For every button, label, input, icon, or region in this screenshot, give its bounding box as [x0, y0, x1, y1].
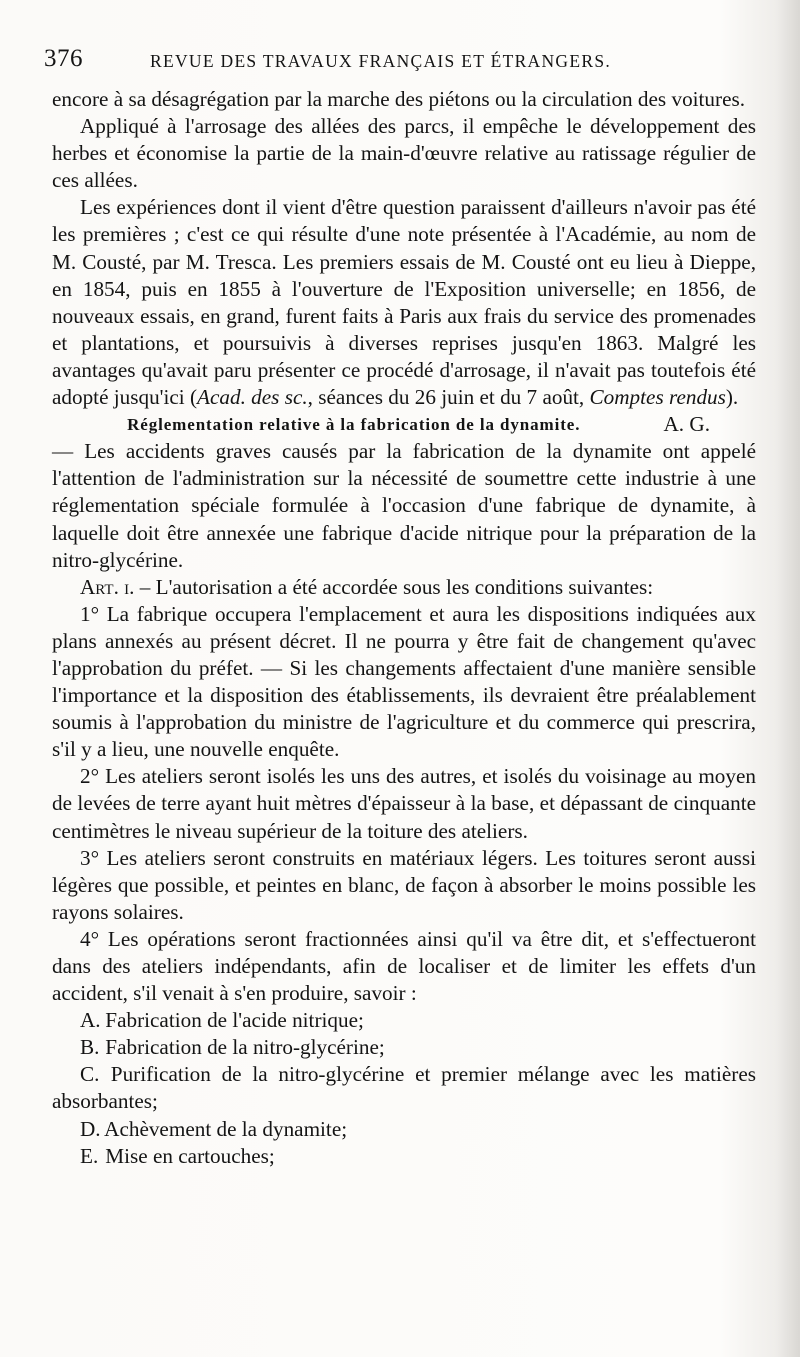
paragraph-arrosage: Appliqué à l'arrosage des allées des parcs, il empêche le développement des herbes et économise la partie de la main-d'œuvre relative au ratissage régulier de ces allées.: [52, 114, 756, 193]
list-item-text: Achèvement de la dynamite;: [104, 1116, 348, 1141]
list-item-letter: A.: [80, 1008, 101, 1033]
condition-4: 4° Les opérations seront fractionnées ainsi qu'il va être dit, et s'effectueront dans des ateliers indépendants, afin de localiser et de limiter les effets d'un accident, s'il venait à s'en produire, savoir :: [52, 926, 756, 1006]
condition-2: 2° Les ateliers seront isolés les uns des autres, et isolés du voisinage au moyen de levées de terre ayant huit mètres d'épaisseur à la base, et dépassant de cinquante centimètres le niveau supérieur de la toiture des ateliers.: [52, 764, 756, 843]
list-item: [52, 1143, 756, 1170]
condition-1: 1° La fabrique occupera l'emplacement et aura les dispositions indiquées aux plans annexés au présent décret. Il ne pourra y être fait de changement qu'avec l'approbation du préfet. — Si les changements affectaient d'une manière sensible l'importance et la disposition des établissements, ils devraient être préalablement soumis à l'approbation du ministre de l'agriculture et du commerce qui prescrira, s'il y a lieu, une nouvelle enquête.: [52, 601, 756, 762]
article-one: [52, 574, 756, 601]
list-item-text: Fabrication de la nitro-glycérine;: [105, 1035, 385, 1060]
list-item: [52, 1061, 756, 1115]
section-title: Réglementation relative à la fabrication de la dynamite.: [127, 415, 581, 435]
running-title: REVUE DES TRAVAUX FRANÇAIS ET ÉTRANGERS.: [150, 51, 612, 71]
list-item-letter: D.: [80, 1116, 101, 1141]
page-body: [52, 86, 756, 1170]
paragraph-continuation: encore à sa désagrégation par la marche des piétons ou la circulation des voitures.: [52, 87, 746, 111]
list-item: [52, 1116, 756, 1143]
article-text: – L'autorisation a été accordée sous les conditions suivantes:: [134, 574, 654, 599]
citation-academie: Acad. des sc.: [197, 385, 308, 410]
condition-3: 3° Les ateliers seront construits en matériaux légers. Les toitures seront aussi légères que possible, et peintes en blanc, de façon à absorber le moins possible les rayons solaires.: [52, 845, 756, 924]
paragraph-experiences-text: Les expériences dont il vient d'être question paraissent d'ailleurs n'avoir pas été les premières ; c'est ce qui résulte d'une note présentée à l'Académie, au nom de M. Cousté, par M. Tresca. Les premiers essais de M. Cousté ont eu lieu à Dieppe, en 1854, puis en 1855 à l'ouverture de l'Exposition universelle; en 1856, de nouveaux essais, en grand, furent faits à Paris aux frais du service des promenades et plantations, et poursuivis à diverses reprises jusqu'en 1863. Malgré les avantages qu'avait paru présenter ce procédé d'arrosage, il n'avait pas toutefois été adopté jusqu'ici (: [52, 195, 756, 410]
list-item: [52, 1034, 756, 1061]
list-item-letter: B.: [80, 1035, 100, 1060]
list-item-letter: C.: [80, 1062, 100, 1087]
list-item-text: Purification de la nitro-glycérine et premier mélange avec les matières absorbantes;: [52, 1062, 756, 1114]
list-item-text: Fabrication de l'acide nitrique;: [105, 1008, 364, 1033]
page-number: 376: [44, 45, 83, 72]
author-initials: A. G.: [663, 412, 710, 437]
paragraph-dynamite-intro: — Les accidents graves causés par la fabrication de la dynamite ont appelé l'attention de l'administration sur la nécessité de soumettre cette industrie à une réglementation spéciale formulée à l'occasion d'une fabrique de dynamite, à laquelle doit être annexée une fabrique d'acide nitrique pour la préparation de la nitro-glycérine.: [52, 439, 756, 572]
list-item-text: Mise en cartouches;: [105, 1143, 275, 1168]
citation-seances: , séances du 26 juin et du 7 août,: [307, 385, 590, 410]
list-item: [52, 1007, 756, 1034]
article-label: Art. i.: [80, 574, 135, 599]
list-item-letter: E.: [80, 1143, 99, 1168]
citation-close: ).: [725, 385, 739, 410]
page-header: [44, 44, 756, 78]
citation-comptes-rendus: Comptes rendus: [589, 385, 726, 410]
